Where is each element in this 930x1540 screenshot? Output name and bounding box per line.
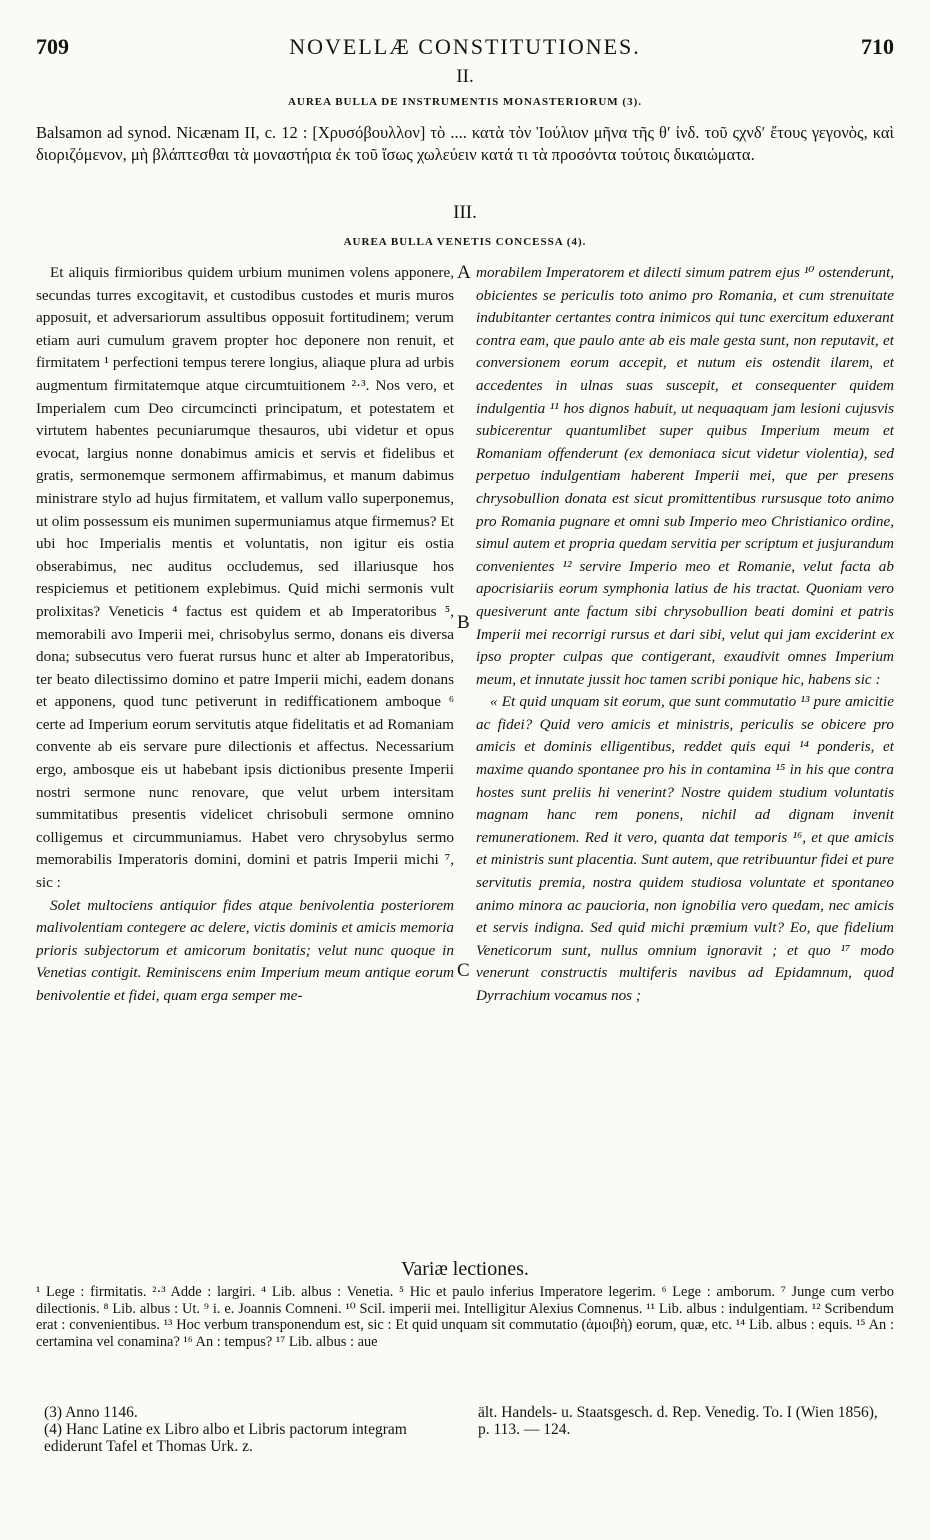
right-column-text: morabilem Imperatorem et dilecti simum patrem ejus ¹⁰ ostenderunt, obicientes se periculis toto animo pro Romania, et cum strenuitate indubitanter certantes contra inimicos qui tunc exercitum eduxerant contra eam, que paulo ante ab eis male gesta sunt, non reputavit, et conversionem eorum accepit, et nutum eis ostendit ilarem, et accedentes in ulnas suas suscepit, et consequenter quidem indulgentia ¹¹ hos dignos habuit, ut nequaquam jam lesioni cujusvis subicerentur quantumlibet super quibus Imperium meum et Romaniam offenderunt (ex demoniaca sicut videtur violentia), sed perpetuo indulgentiam haberent Imperii mei, que per presens chrysobullion donata est sicut promittentibus rursusque toto animo pro Romania pugnare et omni sub Imperio meo Christianico ordine, simul autem et propria quedam servitia per scriptum et jusjurandum convenientes ¹² servire Imperio meo et Romanie, velut facta ab apocrisiariis eorum symphonia latius de his tractat. Quoniam vero quesiverunt ante factum sibi chrysobullion beati domini et patris Imperii mei recorrigi rursus et dari sibi, velut qui jam exciderint ex ipso propter culpas que contigerant, exaudivit omnes Imperium meum, et innutate jussit hoc tamen scribi ponique hic, habens sic : bbox=[476, 264, 894, 688]
section-ii-text: Balsamon ad synod. Nicænam II, c. 12 : [Χρυσόβουλλον] τὸ .... κατὰ τὸν Ἰούλιον μῆνα τῆς θʹ ἰνδ. τοῦ ςχνδʹ ἔτους γεγονὸς, καὶ διοριζόμενον, μὴ βλάπτεσθαι τὰ μοναστήρια ἐκ τοῦ ἴσως χωλεύειν κατά τι τὰ προσόντα τούτοις δικαιώματα. bbox=[36, 123, 894, 164]
footnote-3: (3) Anno 1146. bbox=[44, 1404, 138, 1421]
variae-lectiones-text: ¹ Lege : firmitatis. ²·³ Adde : largiri. ⁴ Lib. albus : Venetia. ⁵ Hic et paulo inferius Imperatore legerim. ⁶ Lege : amborum. ⁷ Junge cum verbo dilectionis. ⁸ Lib. albus : Ut. ⁹ i. e. Joannis Comneni. ¹⁰ Scil. imperii mei. Intelligitur Alexius Comnenus. ¹¹ Lib. albus : indulgentiam. ¹² Scribendum erat : convenientibus. ¹³ Hoc verbum transponendum est, sic : Et quid unquam sit commutatio (ἀμοιβὴ) eorum, quæ, etc. ¹⁴ Lib. albus : equis. ¹⁵ An : certamina vel conamina? ¹⁶ An : tempus? ¹⁷ Lib. albus : aue bbox=[36, 1284, 894, 1350]
section-iii-number: III. bbox=[453, 202, 477, 223]
footnotes-left bbox=[44, 1404, 454, 1455]
left-column-text: Et aliquis firmioribus quidem urbium munimen volens apponere, secundas turres excogitavit, et custodibus custodes et muris muros apposuit, et adversariorum assultibus opposuit fortitudinem; verum etiam auri cumulum gravem propter hoc deponere non renuit, et firmitatem ¹ perfectioni tempus terere longius, aliaque plura ad urbis augmentum firmitatemque atque circumtuitionem ²·³. Nos vero, et Imperialem cum Deo circumcincti principatum, et potestatem et virtutem habentes pecuniarumque thesauros, ubi videtur et opus evocat, largius nonne donabimus amicis et servis et fidelibus et gratis, sermonemque sermonem affirmabimus, et manum dabimus ministrare stylo ad hujus firmitatem, et vallum vallo superponemus, ut olim possessum eis munimen supermuniamus atque firmemus? Et ubi hoc Imperialis mentis et voluntatis, non igitur eis ostia obserabimus, nec auditus occludemus, sed illariusque hos respiciemus et petitionem explebimus. Quid michi sermonis vult prolixitas? Veneticis ⁴ factus est quidem et ab Imperatoribus ⁵, memorabili avo Imperii mei, chrisobylus sermo, donans eis diversa dona; subsecutus vero fuerat rursus hunc et alter ab Imperatoribus, ter beato dilectissimo domino et patre Imperii michi, eadem donans et apponens, quod tunc petiverunt in redifficationem amboque ⁶ certe ad Imperium eorum servitutis atque fidelitatis et ad Romaniam convente ab eis servare pure dilectionis et affectus. Necessarium ergo, ambosque eis ut habebant ipsis dictionibus presente Imperii nostri sermone nunc renovare, que velut urbem intersitam summitatibus presentis videlicet chrisobuli sermone omnino colligemus et circummuniamus. Habet vero chrysobylus sermo memorabilis Imperatoris domini, domini et patris Imperii michi ⁷, sic : bbox=[36, 264, 454, 892]
margin-letter-a: A bbox=[457, 262, 471, 283]
section-iii-title: AUREA BULLA VENETIS CONCESSA (4). bbox=[343, 236, 587, 248]
footnote-4-continued: ält. Handels- u. Staatsgesch. d. Rep. Venedig. To. I (Wien 1856), p. 113. — 124. bbox=[478, 1404, 878, 1438]
footnotes-right bbox=[478, 1404, 888, 1438]
right-column bbox=[476, 262, 894, 1250]
variae-lectiones-title: Variæ lectiones. bbox=[401, 1258, 529, 1280]
running-head-title: NOVELLÆ CONSTITUTIONES. bbox=[289, 34, 641, 59]
margin-letter-b: B bbox=[457, 612, 470, 633]
left-column bbox=[36, 262, 454, 1250]
right-column-quote: « Et quid unquam sit eorum, que sunt commutatio ¹³ pure amicitie ac fidei? Quid vero amicis et ministris, periculis se obicere pro amicis et dominis elligentibus, reddet quis equi ¹⁴ ponderis, et maxime quando spontanee pro his in contamina ¹⁵ in his que contra hostes sunt preliis hi venerint? Nostre quidem studium voluntatis magnam hanc rem ponens, nichil ad dignam invenit remunerationem. Red it vero, quanta dat temporis ¹⁶, et que amicis et ministris sunt placentia. Sunt autem, que retribuuntur fidei et pure servitutis premia, nostra quidem studiosa voluntate et spontaneo animo minora ac paucioria, non ignobilia vero quedam, nec amicis et servis indigna. Sed quid michi præmium vult? Eo, que fidelium Veneticorum sunt, nullus omnium ignoravit ; et quo ¹⁷ modo venerunt constructis multiferis navibus ad Epidamnum, quod Dyrrachium vocamus nos ; bbox=[476, 693, 894, 1004]
section-ii-number: II. bbox=[456, 66, 474, 87]
running-head bbox=[36, 34, 894, 60]
page-number-right: 710 bbox=[861, 34, 894, 59]
page-number-left: 709 bbox=[36, 34, 69, 59]
footnote-4: (4) Hanc Latine ex Libro albo et Libris pactorum integram ediderunt Tafel et Thomas Urk. z. bbox=[44, 1421, 407, 1455]
section-ii-title: AUREA BULLA DE INSTRUMENTIS MONASTERIORUM (3). bbox=[287, 96, 643, 108]
left-column-italic-text: Solet multociens antiquior fides atque benivolentia posteriorem malivolentiam contegere ac delere, victis dominis et amicis memoria prioris subjectorum et amicorum bonitatis; velut nunc quoque in Venetias contigit. Reminiscens enim Imperium meum antique eorum benivolentie et fidei, quam erga semper me- bbox=[36, 896, 454, 1004]
margin-letter-c: C bbox=[457, 960, 470, 981]
